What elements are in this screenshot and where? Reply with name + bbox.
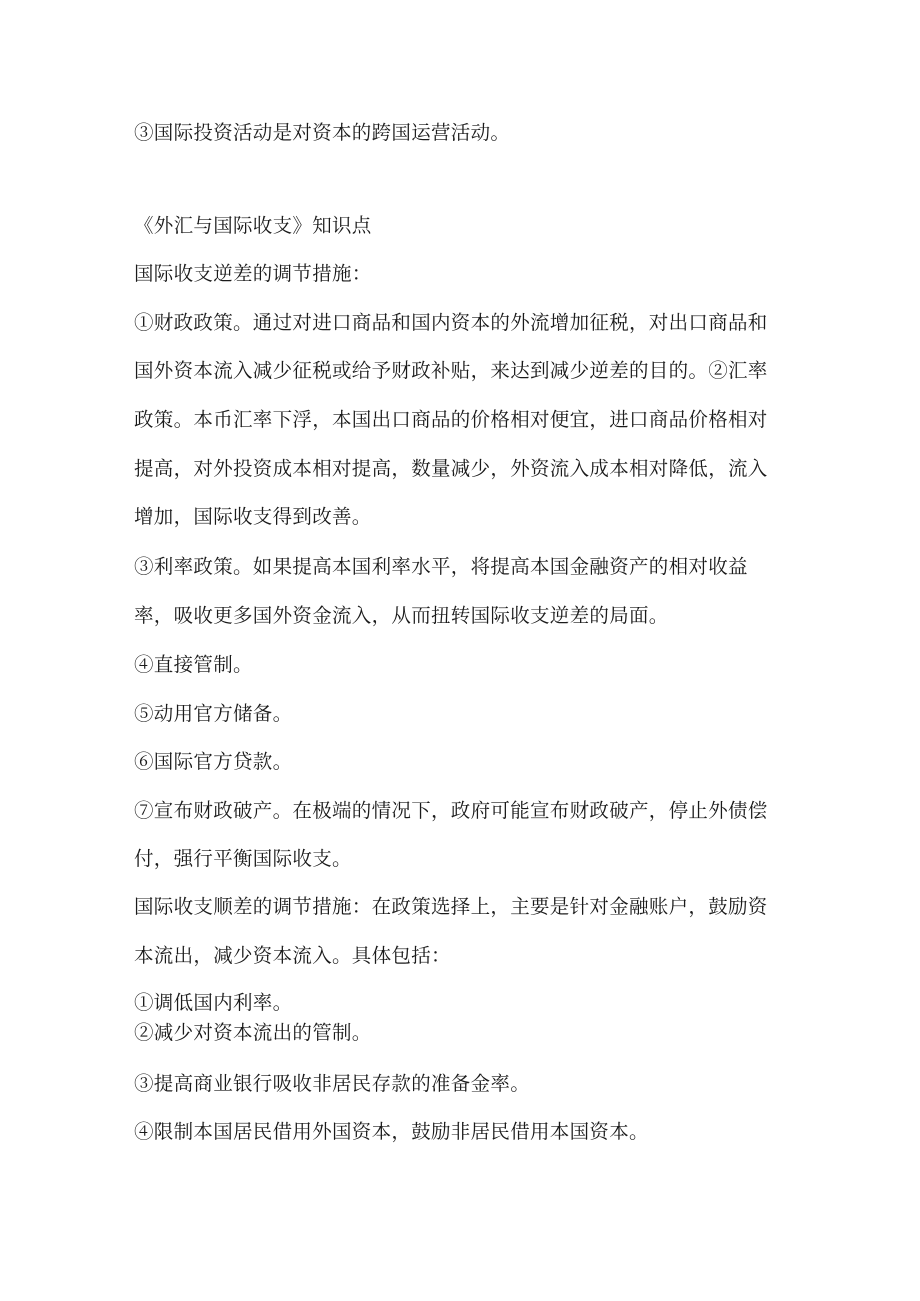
text-line: 国外资本流入减少征税或给予财政补贴，来达到减少逆差的目的。②汇率 <box>134 359 768 382</box>
text-line: 率，吸收更多国外资金流入，从而扭转国际收支逆差的局面。 <box>134 604 669 627</box>
text-line: ①财政政策。通过对进口商品和国内资本的外流增加征税，对出口商品和 <box>134 311 768 334</box>
text-line: 政策。本币汇率下浮，本国出口商品的价格相对便宜，进口商品价格相对 <box>134 408 768 431</box>
text-line: ③利率政策。如果提高本国利率水平，将提高本国金融资产的相对收益 <box>134 555 748 578</box>
list-item: ④限制本国居民借用外国资本，鼓励非居民借用本国资本。 <box>134 1120 649 1143</box>
list-item: ⑥国际官方贷款。 <box>134 750 293 773</box>
list-item: ①调低国内利率。 <box>134 991 293 1014</box>
list-item: ⑤动用官方储备。 <box>134 702 293 725</box>
section-title: 《外汇与国际收支》知识点 <box>134 214 372 237</box>
subheading: 国际收支顺差的调节措施：在政策选择上，主要是针对金融账户，鼓励资 <box>134 895 768 918</box>
text-line: 提高，对外投资成本相对提高，数量减少，外资流入成本相对降低，流入 <box>134 457 768 480</box>
subheading: 国际收支逆差的调节措施： <box>134 262 372 285</box>
list-item: ③提高商业银行吸收非居民存款的准备金率。 <box>134 1072 531 1095</box>
text-line: ③国际投资活动是对资本的跨国运营活动。 <box>134 121 511 144</box>
text-line: ⑦宣布财政破产。在极端的情况下，政府可能宣布财政破产，停止外债偿 <box>134 799 768 822</box>
text-line: 增加，国际收支得到改善。 <box>134 505 372 528</box>
text-line: 本流出，减少资本流入。具体包括： <box>134 944 451 967</box>
text-line: 付，强行平衡国际收支。 <box>134 847 352 870</box>
list-item: ②减少对资本流出的管制。 <box>134 1021 372 1044</box>
list-item: ④直接管制。 <box>134 653 253 676</box>
